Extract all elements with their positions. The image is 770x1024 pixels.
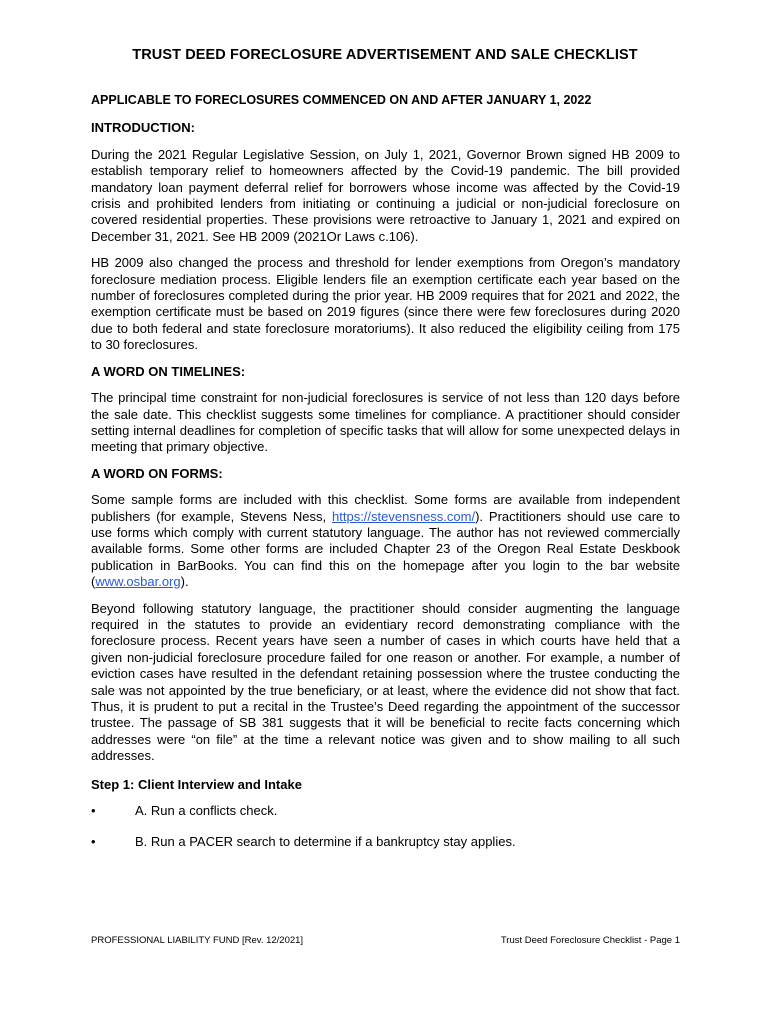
- page-footer: [91, 935, 680, 946]
- footer-right: Trust Deed Foreclosure Checklist - Page 1: [500, 935, 680, 946]
- applicability-heading: APPLICABLE TO FORECLOSURES COMMENCED ON AND AFTER JANUARY 1, 2022: [91, 93, 592, 107]
- introduction-paragraph-2: HB 2009 also changed the process and threshold for lender exemptions from Oregon’s mandatory foreclosure mediation process. Eligible lenders file an exemption certificate each year based on the number of foreclosures completed during the prior year. HB 2009 requires that for 2021 and 2022, the exemption certificate must be based on 2019 figures (since there were few foreclosures during 2020 due to both federal and state foreclosure moratoriums). It also reduced the eligibility ceiling from 175 to 30 foreclosures.: [91, 255, 680, 353]
- introduction-heading: INTRODUCTION:: [91, 120, 195, 136]
- document-body: [91, 92, 680, 851]
- timelines-heading: A WORD ON TIMELINES:: [91, 363, 246, 379]
- forms-heading: A WORD ON FORMS:: [91, 465, 223, 481]
- forms-text-b: ). Practitioners should use care to use forms which comply with current statutory language. The author has not reviewed commercially available forms. Some other forms are included Chapter 23 of the Oregon Real Estate Deskbook publication in BarBooks. You can find this on the homepage after you login to the bar website (: [91, 508, 680, 590]
- step1-heading: Step 1: Client Interview and Intake: [91, 776, 302, 792]
- osbar-link[interactable]: www.osbar.org: [95, 574, 181, 590]
- timelines-paragraph: The principal time constraint for non-judicial foreclosures is service of not less than 120 days before the sale date. This checklist suggests some timelines for compliance. A practitioner should consider setting internal deadlines for completion of specific tasks that will allow for some unexpected delays in meeting that primary objective.: [91, 390, 680, 455]
- forms-paragraph-2: Beyond following statutory language, the practitioner should consider augmenting the language required in the statutes to provide an evidentiary record demonstrating compliance with the foreclosure process. Recent years have seen a number of cases in which courts have held that a given non-judicial foreclosure procedure failed for one reason or another. For example, a number of eviction cases have resulted in the defendant retaining possession where the trustee conducting the sale was not appointed by the true beneficiary, or at least, where the evidence did not show that fact. Thus, it is prudent to put a recital in the Trustee’s Deed regarding the appointment of the successor trustee. The passage of SB 381 suggests that it will be beneficial to recite facts concerning which addresses were “on file” at the time a relevant notice was given and to show mailing to all such addresses.: [91, 600, 680, 764]
- forms-text-c: ).: [180, 574, 189, 590]
- stevens-ness-link[interactable]: https://stevensness.com/: [332, 508, 476, 524]
- bullet-marker: •: [91, 834, 96, 850]
- list-item: [91, 834, 680, 850]
- list-item-text: A. Run a conflicts check.: [135, 803, 278, 819]
- introduction-paragraph-1: During the 2021 Regular Legislative Session, on July 1, 2021, Governor Brown signed HB 2009 to establish temporary relief to homeowners affected by the Covid-19 pandemic. The bill provided mandatory loan payment deferral relief for borrowers whose income was affected by the Covid-19 crisis and prohibited lenders from initiating or continuing a judicial or non-judicial foreclosure on covered residential properties. These provisions were retroactive to January 1, 2021 and expired on December 31, 2021. See HB 2009 (2021Or Laws c.106).: [91, 146, 680, 244]
- bullet-marker: •: [91, 803, 96, 819]
- list-item: [91, 803, 680, 819]
- footer-left: PROFESSIONAL LIABILITY FUND [Rev. 12/2021]: [91, 935, 304, 946]
- forms-text-a: Some sample forms are included with this checklist. Some forms are available from independent publishers (for example, Stevens Ness,: [91, 492, 680, 524]
- document-title: TRUST DEED FORECLOSURE ADVERTISEMENT AND SALE CHECKLIST: [132, 47, 638, 63]
- list-item-text: B. Run a PACER search to determine if a bankruptcy stay applies.: [135, 834, 516, 850]
- forms-paragraph-1: [91, 492, 680, 590]
